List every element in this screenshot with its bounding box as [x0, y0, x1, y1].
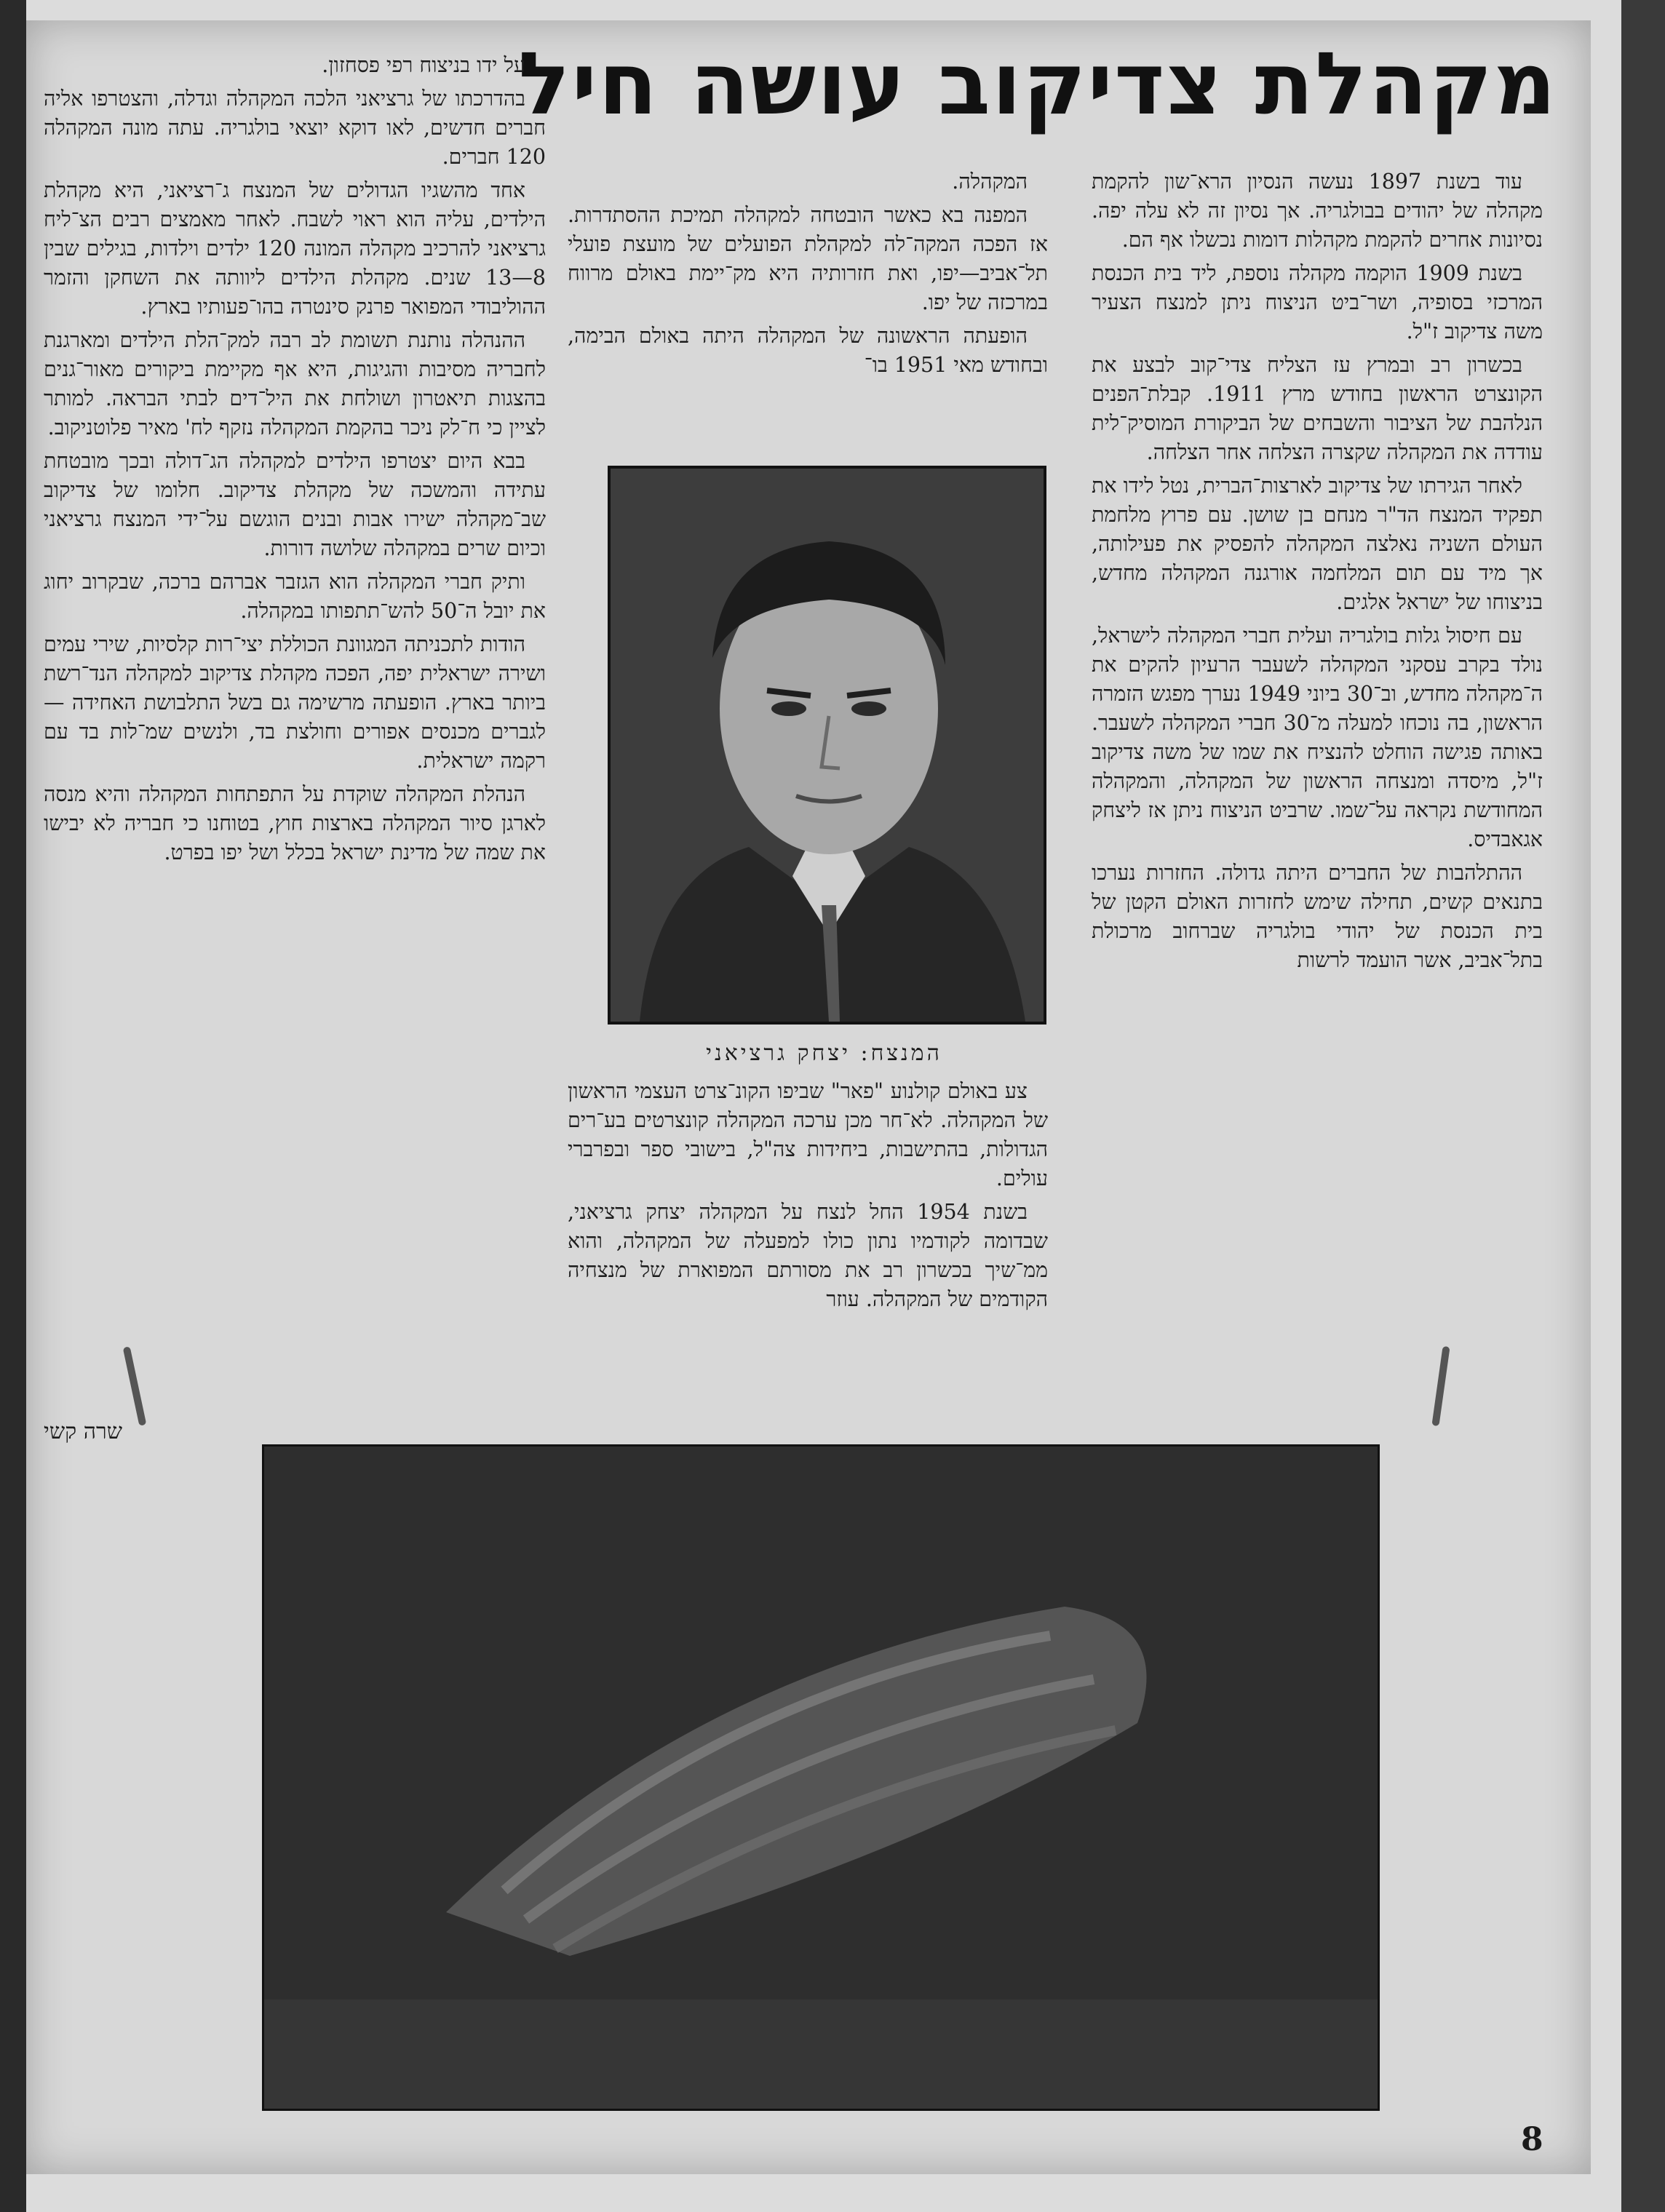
author-signature: שרה קשי — [44, 1419, 122, 1444]
paragraph: המקהלה. — [952, 170, 1028, 194]
article-column-right — [1092, 167, 1543, 975]
choir-illustration — [264, 1447, 1378, 2109]
headline: מקהלת צדיקוב עושה חיל — [518, 33, 1557, 134]
paragraph: עוד בשנת 1897 נעשה הנסיון הרא־שון להקמת מקהלה של יהודים בבולגריה. אך נסיון זה לא עלה יפה. נסיונות אחרים להקמת מקהלות דומות נכשלו אף הם. — [1092, 170, 1543, 252]
article-column-middle-bottom — [568, 1077, 1048, 1314]
paragraph: לאחר הגירתו של צדיקוב לארצות־הברית, נטל לידו את תפקיד המנצח הד"ר מנחם בן שושן. עם פרוץ מלחמת העולם השניה נאלצה המקהלה להפסיק את פעילותה, אך מיד עם תום המלחמה אורגנה המקהלה מחדש, בניצוחו של ישראל אלגים. — [1092, 474, 1543, 614]
paragraph: צע באולם קולנוע "פאר" שביפו הקונ־צרט העצמי הראשון של המקהלה. לא־חר מכן ערכה המקהלה קונצרטים בע־רים הגדולות, בהתישבות, ביחידות צה"ל, בישובי ספר ובפרברי עולים. — [568, 1079, 1048, 1190]
paragraph: בכשרון רב ובמרץ עז הצליח צדי־קוב לבצע את הקונצרט הראשון בחודש מרץ 1911. קבלת־הפנים הנלהבת של הציבור והשבחים של הביקורת המוסיק־לית עודדה את המקהלה שקצרה הצלחה אחר הצלחה. — [1092, 353, 1543, 464]
paragraph: בשנת 1909 הוקמה מקהלה נוספת, ליד בית הכנסת המרכזי בסופיה, ושר־ביט הניצוח ניתן למנצח הצעיר משה צדיקוב ז"ל. — [1092, 261, 1543, 343]
choir-photo — [262, 1444, 1380, 2111]
paragraph: בהדרכתו של גרציאני הלכה המקהלה וגדלה, והצטרפו אליה חברים חדשים, לאו דוקא יוצאי בולגריה. עתה מונה המקהלה 120 חברים. — [44, 87, 546, 169]
paragraph: המפנה בא כאשר הובטחה למקהלה תמיכת ההסתדרות. אז הפכה המקה־לה למקהלת הפועלים של מועצת פועלי תל־אביב—יפו, ואת חזרותיה היא מק־יימת באולם מרווח במרכזה של יפו. — [568, 203, 1048, 314]
scan-right-edge — [1621, 0, 1665, 2212]
paragraph: אחד מהשגיו הגדולים של המנצח ג־רציאני, היא מקהלת הילדים, עליה הוא ראוי לשבח. לאחר מאמצים רבים הצ־ליח גרציאני להרכיב מקהלה המונה 120 ילדים וילדות, בגילים שבין 8—13 שנים. מקהלת הילדים ליוותה את השחקן והזמר ההוליבודי המפואר פרנק סינטרה בהו־פעותיו בארץ. — [44, 178, 546, 319]
portrait-caption: המנצח: יצחק גרציאני — [706, 1041, 942, 1066]
paragraph: ההנהלה נותנת תשומת לב רבה למק־הלת הילדים ומארגנת לחבריה מסיבות והגיגות, היא אף מקיימת ביקורים מאור־גנים בהצגות תיאטרון ושולחת את היל־דים לבתי הבראה. למותר לציין כי ח־לק ניכר בהקמת המקהלה נזקף לח' מאיר פלוטניקוב. — [44, 328, 546, 439]
paragraph: בשנת 1954 החל לנצח על המקהלה יצחק גרציאני, שבדומה לקודמיו נתון כולו למפעלה של המקהלה, והוא ממ־שיך בכשרון רב את מסורתם המפוארת של מנצחיה הקודמים של המקהלה. עוזר — [568, 1200, 1048, 1311]
paragraph: הנהלת המקהלה שוקדת על התפתחות המקהלה והיא מנסה לארגן סיור המקהלה בארצות חוץ, בטוחנו כי חבריה לא יבישו את שמה של מדינת ישראל בכלל ושל יפו בפרט. — [44, 782, 546, 864]
paragraph: ההתלהבות של החברים היתה גדולה. החזרות נערכו בתנאים קשים, תחילה שימש לחזרות האולם הקטן של בית הכנסת של יהודי בולגריה שברחוב מרכולת בתל־אביב, אשר הועמד לרשות — [1092, 861, 1543, 972]
paragraph: הופעתה הראשונה של המקהלה היתה באולם הבימה, ובחודש מאי 1951 בו־ — [568, 324, 1048, 377]
paragraph: על ידו בניצוח רפי פסחזון. — [322, 53, 525, 77]
portrait-illustration — [611, 469, 1044, 1022]
paragraph: בבא היום יצטרפו הילדים למקהלה הג־דולה ובכך מובטחת עתידה והמשכה של מקהלת צדיקוב. חלומו של צדיקוב שב־מקהלה ישירו אבות ובנים הוגשם על־ידי המנצח גרציאני וכיום שרים במקהלה שלושה דורות. — [44, 449, 546, 560]
article-column-left — [44, 51, 546, 867]
scan-left-edge — [0, 0, 26, 2212]
paragraph: הודות לתכניתה המגוונת הכוללת יצי־רות קלסיות, שירי עמים ושירה ישראלית יפה, הפכה מקהלת צדיקוב למקהלה הנד־רשת ביותר בארץ. הופעתה מרשימה גם בשל התלבושת האחידה — לגברים מכנסים אפורים וחולצת בד, ולנשים שמ־לות בד עם רקמה ישראלית. — [44, 632, 546, 773]
paragraph: עם חיסול גלות בולגריה ועלית חברי המקהלה לישראל, נולד בקרב עסקני המקהלה לשעבר הרעיון להקים את ה־מקהלה מחדש, וב־30 ביוני 1949 נערך מפגש הזמרה הראשון, בה נוכחו למעלה מ־30 חברי המקהלה לשעבר. באותה פגישה הוחלט להנציח את שמו של משה צדיקוב ז"ל, מיסדה ומנצחה הראשון של המקהלה, והמקהלה המחודשת נקראה על־שמו. שרביט הניצוח ניתן אז ליצחק אגאבדיס. — [1092, 624, 1543, 851]
article-column-middle-top — [568, 167, 1048, 380]
conductor-portrait-photo — [608, 466, 1046, 1025]
paragraph: ותיק חברי המקהלה הוא הגזבר אברהם ברכה, שבקרוב יחוג את יובל ה־50 להש־תתפותו במקהלה. — [44, 570, 546, 623]
page-number: 8 — [1521, 2121, 1543, 2158]
